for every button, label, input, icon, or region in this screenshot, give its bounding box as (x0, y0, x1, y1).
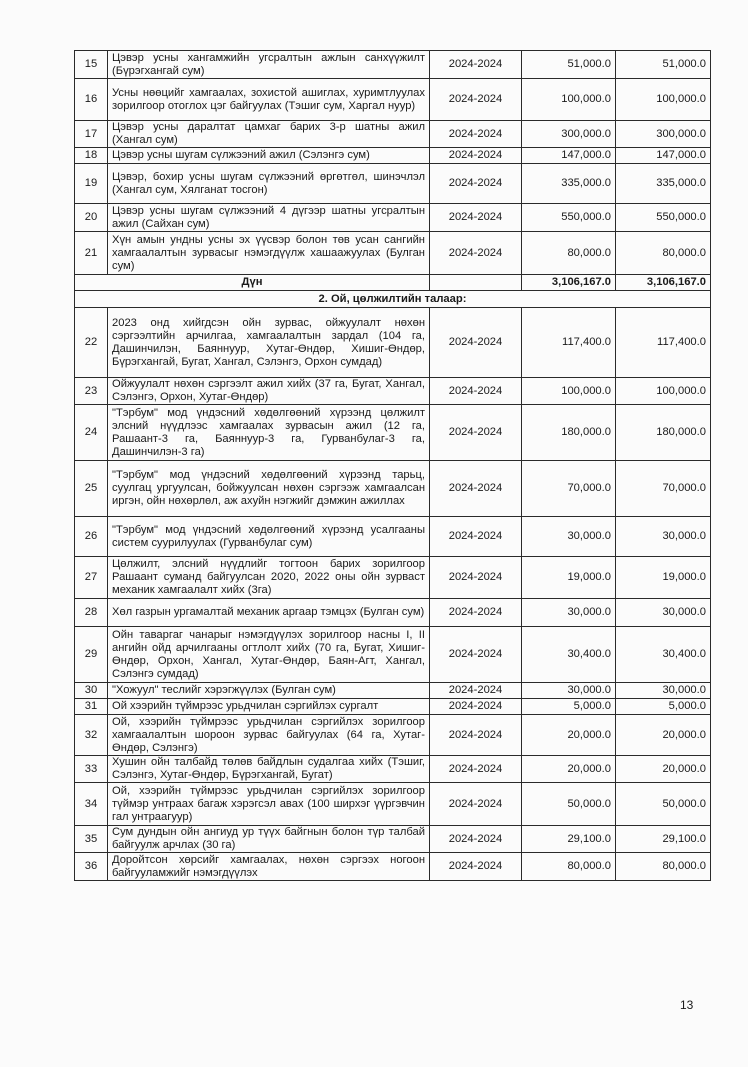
table-row (75, 756, 711, 783)
row-period: 2024-2024 (430, 683, 522, 699)
table-row (75, 164, 711, 204)
row-amount-1: 147,000.0 (522, 148, 616, 164)
table-row (75, 715, 711, 756)
row-amount-2: 30,000.0 (616, 683, 711, 699)
row-amount-1: 30,000.0 (522, 517, 616, 557)
row-description: Цэвэр усны хангамжийн угсралтын ажлын санхүүжилт (Бүрэгхангай сум) (108, 51, 430, 79)
section-title: 2. Ой, цөлжилтийн талаар: (75, 291, 711, 308)
row-period: 2024-2024 (430, 461, 522, 517)
row-amount-1: 30,000.0 (522, 683, 616, 699)
table-row (75, 683, 711, 699)
row-amount-2: 80,000.0 (616, 853, 711, 881)
row-number: 17 (75, 121, 108, 148)
row-description: Цэвэр усны шугам сүлжээний ажил (Сэлэнгэ сум) (108, 148, 430, 164)
row-amount-1: 50,000.0 (522, 783, 616, 826)
row-amount-2: 51,000.0 (616, 51, 711, 79)
row-number: 31 (75, 699, 108, 715)
total-empty-cell (430, 275, 522, 291)
row-period: 2024-2024 (430, 715, 522, 756)
row-period: 2024-2024 (430, 164, 522, 204)
row-description: Хөл газрын ургамалтай механик аргаар тэмцэх (Булган сум) (108, 599, 430, 627)
row-period: 2024-2024 (430, 627, 522, 683)
row-number: 18 (75, 148, 108, 164)
row-period: 2024-2024 (430, 599, 522, 627)
total-label: Дүн (75, 275, 430, 291)
row-amount-2: 20,000.0 (616, 756, 711, 783)
row-number: 22 (75, 308, 108, 378)
row-number: 35 (75, 826, 108, 853)
row-description: Ойжуулалт нөхөн сэргээлт ажил хийх (37 га, Бугат, Хангал, Сэлэнгэ, Орхон, Хутаг-Өндөр) (108, 378, 430, 405)
page-number: 13 (680, 998, 694, 1012)
row-period: 2024-2024 (430, 148, 522, 164)
row-amount-2: 30,000.0 (616, 517, 711, 557)
row-amount-1: 80,000.0 (522, 853, 616, 881)
row-amount-1: 117,400.0 (522, 308, 616, 378)
row-description: Хүн амын ундны усны эх үүсвэр болон төв усан сангийн хамгаалалтын зурвасыг нэмэгдүүлж хашаажуулах (Булган сум) (108, 232, 430, 275)
table-row (75, 148, 711, 164)
row-amount-2: 5,000.0 (616, 699, 711, 715)
row-amount-2: 70,000.0 (616, 461, 711, 517)
row-number: 33 (75, 756, 108, 783)
row-description: 2023 онд хийгдсэн ойн зурвас, ойжуулалт нөхөн сэргээлтийн арчилгаа, хамгаалалтын зардал (104 га, Дашинчилэн, Баяннуур, Хутаг-Өндөр, Хишиг-Өндөр, Бүрэгхангай, Бугат, Хангал, Сэлэнгэ, Орхон сумдад) (108, 308, 430, 378)
row-amount-1: 335,000.0 (522, 164, 616, 204)
row-number: 27 (75, 557, 108, 599)
row-number: 32 (75, 715, 108, 756)
row-amount-1: 29,100.0 (522, 826, 616, 853)
row-description: Ой хээрийн түймрээс урьдчилан сэргийлэх сургалт (108, 699, 430, 715)
row-amount-2: 100,000.0 (616, 79, 711, 121)
row-number: 24 (75, 405, 108, 461)
row-period: 2024-2024 (430, 699, 522, 715)
row-number: 30 (75, 683, 108, 699)
row-description: "Тэрбум" мод үндэсний хөдөлгөөний хүрээнд цөлжилт элсний нүүдлээс хамгаалах зурвасын ажил (12 га, Рашаант-3 га, Баяннуур-3 га, Гурванбулаг-3 га, Дашинчилэн-3 га) (108, 405, 430, 461)
row-description: Усны нөөцийг хамгаалах, зохистой ашиглах, хуримтлуулах зорилгоор отоглох цэг байгуулах (Тэшиг сум, Харгал нуур) (108, 79, 430, 121)
row-period: 2024-2024 (430, 204, 522, 232)
row-amount-2: 80,000.0 (616, 232, 711, 275)
row-amount-1: 80,000.0 (522, 232, 616, 275)
row-description: "Тэрбум" мод үндэсний хөдөлгөөний хүрээнд тарьц, суулгац ургуулсан, бойжуулсан нөхөн сэргээж хамгаалсан иргэн, ойн нөхөрлөл, аж ахуйн нэгжийг дэмжин ажиллах (108, 461, 430, 517)
row-description: Ойн таваргаг чанарыг нэмэгдүүлэх зорилгоор насны I, II ангийн ойд арчилгааны огтлолт хийх (70 га, Бугат, Хишиг-Өндөр, Орхон, Хангал, Хутаг-Өндөр, Баян-Агт, Хангал, Сэлэнгэ сумдад) (108, 627, 430, 683)
row-number: 16 (75, 79, 108, 121)
table-row (75, 826, 711, 853)
row-period: 2024-2024 (430, 557, 522, 599)
row-amount-2: 147,000.0 (616, 148, 711, 164)
row-number: 36 (75, 853, 108, 881)
table-row (75, 853, 711, 881)
table-row (75, 378, 711, 405)
total-row (75, 275, 711, 291)
table-row (75, 121, 711, 148)
row-description: Цэвэр, бохир усны шугам сүлжээний өргөтгөл, шинэчлэл (Хангал сум, Хялганат тосгон) (108, 164, 430, 204)
table-row (75, 699, 711, 715)
row-period: 2024-2024 (430, 232, 522, 275)
table-row (75, 79, 711, 121)
row-amount-1: 20,000.0 (522, 715, 616, 756)
row-period: 2024-2024 (430, 826, 522, 853)
row-period: 2024-2024 (430, 405, 522, 461)
row-amount-2: 100,000.0 (616, 378, 711, 405)
row-amount-2: 30,400.0 (616, 627, 711, 683)
row-period: 2024-2024 (430, 79, 522, 121)
table-row (75, 461, 711, 517)
row-number: 28 (75, 599, 108, 627)
row-description: Сум дундын ойн ангиуд ур түүх байгнын болон түр талбай байгуулж арчлах (30 га) (108, 826, 430, 853)
total-amount-2: 3,106,167.0 (616, 275, 711, 291)
row-period: 2024-2024 (430, 756, 522, 783)
row-amount-2: 117,400.0 (616, 308, 711, 378)
row-period: 2024-2024 (430, 853, 522, 881)
table-row (75, 232, 711, 275)
row-period: 2024-2024 (430, 51, 522, 79)
total-amount-1: 3,106,167.0 (522, 275, 616, 291)
row-period: 2024-2024 (430, 378, 522, 405)
row-description: Цэвэр усны шугам сүлжээний 4 дүгээр шатны угсралтын ажил (Сайхан сум) (108, 204, 430, 232)
row-description: Ой, хээрийн түймрээс урьдчилан сэргийлэх зорилгоор хамгаалалтын шороон зурвас байгуулах (64 га, Хутаг-Өндөр, Сэлэнгэ) (108, 715, 430, 756)
table-row (75, 627, 711, 683)
row-period: 2024-2024 (430, 517, 522, 557)
budget-table (74, 50, 711, 881)
row-amount-2: 50,000.0 (616, 783, 711, 826)
row-amount-1: 70,000.0 (522, 461, 616, 517)
row-description: Цэвэр усны даралтат цамхаг барих 3-р шатны ажил (Хангал сум) (108, 121, 430, 148)
row-amount-2: 300,000.0 (616, 121, 711, 148)
row-amount-1: 19,000.0 (522, 557, 616, 599)
row-number: 29 (75, 627, 108, 683)
row-description: Доройтсон хөрсийг хамгаалах, нөхөн сэргээх ногоон байгууламжийг нэмэгдүүлэх (108, 853, 430, 881)
row-amount-2: 20,000.0 (616, 715, 711, 756)
table-row (75, 308, 711, 378)
row-amount-1: 20,000.0 (522, 756, 616, 783)
row-number: 25 (75, 461, 108, 517)
row-amount-2: 29,100.0 (616, 826, 711, 853)
water-supply-rows (75, 51, 711, 275)
row-amount-1: 5,000.0 (522, 699, 616, 715)
row-amount-2: 19,000.0 (616, 557, 711, 599)
row-amount-2: 335,000.0 (616, 164, 711, 204)
row-amount-2: 180,000.0 (616, 405, 711, 461)
row-number: 19 (75, 164, 108, 204)
row-period: 2024-2024 (430, 121, 522, 148)
table-row (75, 517, 711, 557)
row-amount-2: 30,000.0 (616, 599, 711, 627)
row-description: Хушин ойн талбайд төлөв байдлын судалгаа хийх (Тэшиг, Сэлэнгэ, Хутаг-Өндөр, Бүрэгхангай, Бугат) (108, 756, 430, 783)
row-amount-1: 300,000.0 (522, 121, 616, 148)
row-number: 34 (75, 783, 108, 826)
table-row (75, 557, 711, 599)
table-row (75, 599, 711, 627)
forest-desertification-rows (75, 308, 711, 881)
table-row (75, 783, 711, 826)
row-number: 20 (75, 204, 108, 232)
row-number: 15 (75, 51, 108, 79)
row-description: Цөлжилт, элсний нүүдлийг тогтоон барих зорилгоор Рашаант суманд байгуулсан 2020, 2022 оны ойн зурваст механик хамгаалалт хийх (3га) (108, 557, 430, 599)
row-amount-2: 550,000.0 (616, 204, 711, 232)
row-amount-1: 30,400.0 (522, 627, 616, 683)
row-amount-1: 51,000.0 (522, 51, 616, 79)
row-period: 2024-2024 (430, 308, 522, 378)
table-row (75, 405, 711, 461)
table-row (75, 51, 711, 79)
table-row (75, 204, 711, 232)
row-description: "Хожуул" теслийг хэрэгжүүлэх (Булган сум) (108, 683, 430, 699)
row-number: 21 (75, 232, 108, 275)
row-amount-1: 180,000.0 (522, 405, 616, 461)
row-description: "Тэрбум" мод үндэсний хөдөлгөөний хүрээнд усалгааны систем суурилуулах (Гурванбулаг сум) (108, 517, 430, 557)
row-amount-1: 100,000.0 (522, 79, 616, 121)
section-header-row (75, 291, 711, 308)
row-amount-1: 550,000.0 (522, 204, 616, 232)
row-number: 23 (75, 378, 108, 405)
row-amount-1: 30,000.0 (522, 599, 616, 627)
row-number: 26 (75, 517, 108, 557)
row-period: 2024-2024 (430, 783, 522, 826)
row-description: Ой, хээрийн түймрээс урьдчилан сэргийлэх зорилгоор түймэр унтраах багаж хэрэгсэл авах (100 ширхэг үүргэвчин гал унтраагуур) (108, 783, 430, 826)
row-amount-1: 100,000.0 (522, 378, 616, 405)
